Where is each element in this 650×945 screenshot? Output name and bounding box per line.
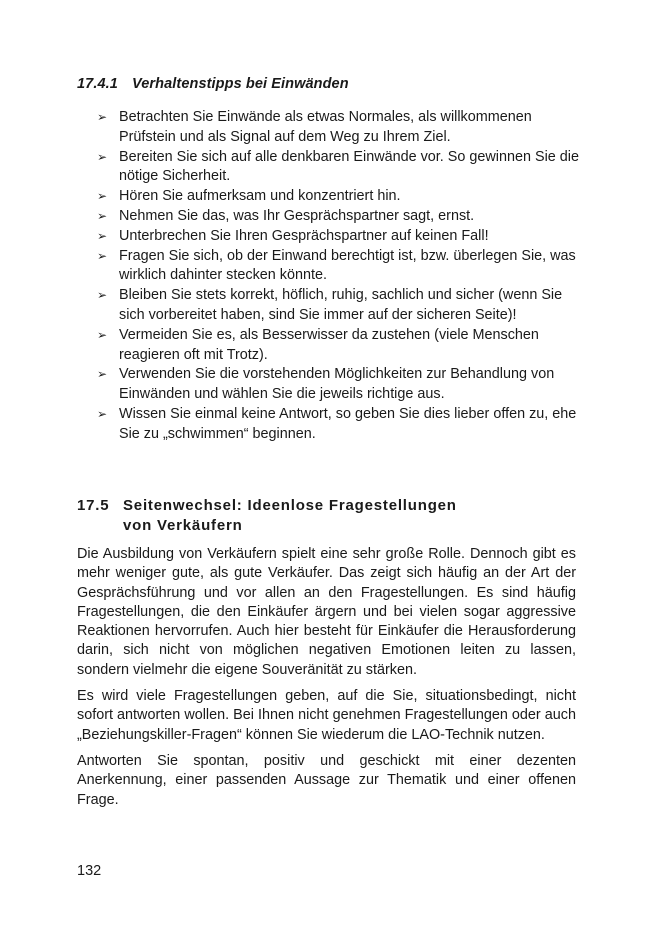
arrow-bullet-icon: ➢ <box>97 248 108 263</box>
tips-list <box>97 108 587 445</box>
arrow-bullet-icon: ➢ <box>97 367 108 382</box>
list-item-text: Bleiben Sie stets korrekt, höflich, ruhig, sachlich und sicher (wenn Sie sich vorbereitet haben, sind Sie immer auf der sicheren Seite)! <box>119 287 563 323</box>
list-item <box>97 207 587 227</box>
paragraph: Die Ausbildung von Verkäufern spielt eine sehr große Rolle. Dennoch gibt es mehr weniger gute, als gute Verkäufer. Das zeigt sich häufig an der Art der Gesprächsführung und vor allen an den Fragestellungen. Es sind häufig Fragestellungen, die den Einkäufer ärgern und bei vielen sogar aggressive Reaktionen hervorrufen. Auch hier besteht für Einkäufer die Herausforderung darin, sich nicht von möglichen negativen Emotionen leiten zu lassen, sondern vielmehr die eigene Souveränität zu stärken. <box>77 546 576 678</box>
subsection-number: 17.4.1 <box>77 76 118 92</box>
arrow-bullet-icon: ➢ <box>97 228 108 243</box>
arrow-bullet-icon: ➢ <box>97 327 108 342</box>
list-item <box>97 365 587 405</box>
list-item <box>97 286 587 326</box>
section-heading <box>77 496 457 536</box>
list-item-text: Bereiten Sie sich auf alle denkbaren Einwände vor. So gewinnen Sie die nötige Sicherheit. <box>119 148 580 185</box>
subsection-heading <box>77 76 349 92</box>
arrow-bullet-icon: ➢ <box>97 406 108 421</box>
list-item-text: Hören Sie aufmerksam und konzentriert hin. <box>119 188 401 205</box>
body-text <box>77 545 576 817</box>
section-title-line1: Seitenwechsel: Ideenlose Fragestellungen <box>123 497 457 514</box>
list-item-text: Betrachten Sie Einwände als etwas Normales, als willkommenen Prüfstein und als Signal auf dem Weg zu Ihrem Ziel. <box>119 109 532 145</box>
paragraph: Es wird viele Fragestellungen geben, auf die Sie, situationsbedingt, nicht sofort antworten wollen. Bei Ihnen nicht genehmen Fragestellungen oder auch „Beziehungskiller-Fragen“ können Sie wiederum die LAO-Technik nutzen. <box>77 688 576 743</box>
list-item <box>97 187 587 207</box>
page-number: 132 <box>77 863 102 879</box>
list-item-text: Wissen Sie einmal keine Antwort, so geben Sie dies lieber offen zu, ehe Sie zu „schwimmen“ beginnen. <box>119 405 577 442</box>
arrow-bullet-icon: ➢ <box>97 189 108 204</box>
section-title-line2: von Verkäufern <box>123 517 243 534</box>
paragraph: Antworten Sie spontan, positiv und geschickt mit einer dezenten Anerkennung, einer passenden Aussage zur Thematik und einer offenen Frage. <box>77 752 576 808</box>
list-item <box>97 326 587 366</box>
list-item-text: Unterbrechen Sie Ihren Gesprächspartner auf keinen Fall! <box>119 227 489 244</box>
section-number: 17.5 <box>77 497 110 514</box>
arrow-bullet-icon: ➢ <box>97 110 108 124</box>
arrow-bullet-icon: ➢ <box>97 288 108 303</box>
list-item-text: Verwenden Sie die vorstehenden Möglichkeiten zur Behandlung von Einwänden und wählen Sie die jeweils richtige aus. <box>119 366 555 403</box>
subsection-title: Verhaltenstipps bei Einwänden <box>132 76 349 92</box>
list-item-text: Nehmen Sie das, was Ihr Gesprächspartner sagt, ernst. <box>119 207 475 224</box>
list-item <box>97 108 587 148</box>
list-item <box>97 247 587 287</box>
list-item <box>97 405 587 445</box>
list-item <box>97 227 587 247</box>
arrow-bullet-icon: ➢ <box>97 208 108 223</box>
list-item-text: Vermeiden Sie es, als Besserwisser da zustehen (viele Menschen reagieren oft mit Trotz). <box>119 326 539 363</box>
list-item-text: Fragen Sie sich, ob der Einwand berechtigt ist, bzw. überlegen Sie, was wirklich dahinter stecken könnte. <box>119 247 576 284</box>
list-item <box>97 148 587 188</box>
arrow-bullet-icon: ➢ <box>97 149 108 164</box>
